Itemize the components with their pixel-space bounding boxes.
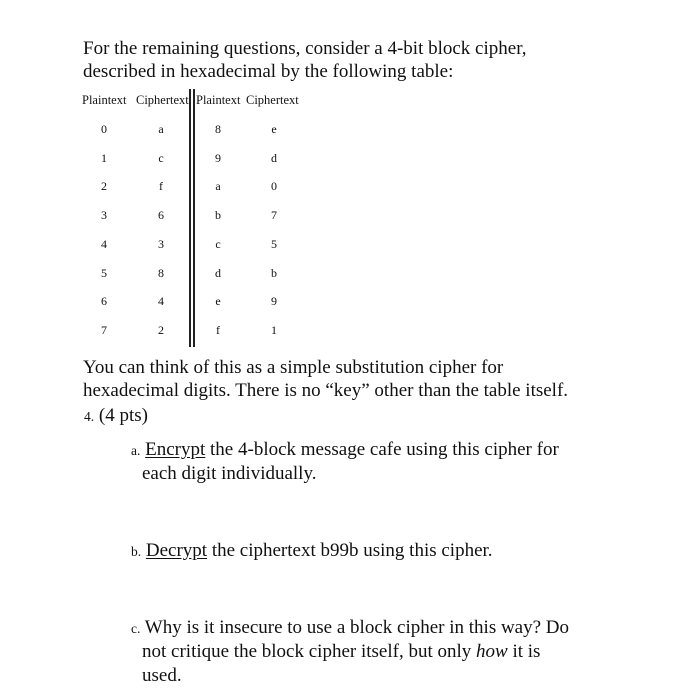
plaintext-cell: 7 — [101, 322, 107, 337]
part-c-label: c. — [131, 621, 141, 636]
question-number: 4. — [84, 409, 95, 424]
plaintext-cell: 6 — [101, 294, 107, 309]
question-points: (4 pts) — [98, 405, 148, 426]
part-a-verb: Encrypt — [145, 439, 206, 460]
plaintext-cell: 9 — [215, 150, 221, 165]
plaintext-cell: a — [215, 179, 221, 194]
plaintext-cell: 8 — [215, 122, 221, 136]
ciphertext-cell: 4 — [158, 294, 164, 309]
plaintext-cell: 2 — [101, 179, 107, 194]
part-b-text: the ciphertext b99b using this cipher. — [207, 540, 493, 561]
table-header-plaintext-right: Plaintext — [196, 93, 241, 107]
plaintext-cell: b — [215, 208, 221, 223]
plaintext-cell: f — [216, 322, 220, 337]
ciphertext-cell: 3 — [158, 236, 164, 251]
ciphertext-cell: 0 — [271, 179, 277, 194]
part-b-verb: Decrypt — [145, 540, 208, 561]
part-c-line-2-end: it is — [507, 641, 541, 662]
part-c-line-1 — [131, 616, 569, 641]
table-divider-line — [193, 89, 195, 347]
ciphertext-cell: 6 — [158, 208, 164, 223]
part-c-line-2-text: not critique the block cipher itself, but only — [142, 641, 477, 662]
ciphertext-cell: 2 — [158, 322, 164, 337]
part-a-line-2: each digit individually. — [142, 463, 317, 484]
part-c-text: Why is it insecure to use a block cipher in this way? Do — [144, 617, 570, 638]
ciphertext-cell: b — [271, 265, 277, 280]
question-header — [84, 404, 148, 429]
part-a-label: a. — [131, 443, 141, 458]
explanation-line-2: hexadecimal digits. There is no “key” other than the table itself. — [83, 380, 569, 401]
part-b-line-1 — [131, 539, 493, 564]
intro-line-1: For the remaining questions, consider a 4-bit block cipher, — [83, 38, 527, 59]
table-header-ciphertext-left: Ciphertext — [136, 93, 189, 107]
ciphertext-cell: 5 — [271, 236, 277, 251]
ciphertext-cell: a — [158, 122, 164, 136]
part-a-line-1 — [131, 438, 559, 463]
plaintext-cell: 1 — [101, 150, 107, 165]
ciphertext-cell: 9 — [271, 294, 277, 309]
plaintext-cell: 5 — [101, 265, 107, 280]
plaintext-cell: 0 — [101, 122, 107, 136]
plaintext-cell: 4 — [101, 236, 107, 251]
ciphertext-cell: 1 — [271, 322, 277, 337]
intro-line-2: described in hexadecimal by the following table: — [83, 61, 454, 82]
ciphertext-cell: e — [271, 122, 277, 136]
ciphertext-cell: d — [271, 150, 277, 165]
plaintext-cell: 3 — [101, 208, 107, 223]
part-c-line-3: used. — [142, 665, 182, 686]
part-c-line-2 — [142, 640, 540, 664]
plaintext-cell: e — [215, 294, 221, 309]
part-c-emphasis: how — [476, 641, 508, 662]
plaintext-cell: d — [215, 265, 221, 280]
part-b-label: b. — [131, 544, 142, 559]
ciphertext-cell: c — [158, 150, 164, 165]
explanation-line-1: You can think of this as a simple substitution cipher for — [83, 357, 504, 378]
table-divider-line — [189, 89, 191, 347]
ciphertext-cell: f — [159, 179, 163, 194]
ciphertext-cell: 7 — [271, 208, 277, 223]
ciphertext-cell: 8 — [158, 265, 164, 280]
part-a-text: the 4-block message cafe using this cipher for — [205, 439, 559, 460]
table-header-ciphertext-right: Ciphertext — [246, 93, 299, 107]
plaintext-cell: c — [215, 236, 221, 251]
table-header-plaintext-left: Plaintext — [82, 93, 127, 107]
